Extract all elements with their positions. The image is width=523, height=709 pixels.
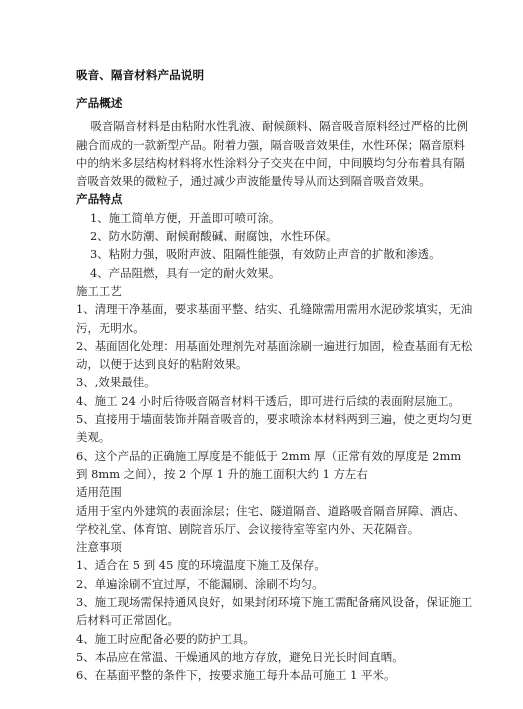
list-item: 1、清理干净基面，要求基面平整、结实、孔缝隙需用需用水泥砂浆填实，无油污，无明水。 [76,302,473,335]
section-heading-process: 施工工艺 [76,283,122,298]
list-item: 5、直接用于墙面装饰并隔音吸音的，要求喷涂本材料两到三遍，使之更均匀更美观。 [76,412,473,445]
list-item: 1、适合在 5 到 45 度的环境温度下施工及保存。 [76,558,326,573]
section-heading-notes: 注意事项 [76,540,122,555]
list-item: 3、粘附力强，吸附声波、阻隔性能强，有效防止声音的扩散和渗透。 [90,247,441,262]
section-heading-overview: 产品概述 [76,96,123,110]
list-item: 6、这个产品的正确施工厚度是不能低于 2mm 厚（正常有效的厚度是 2mm 到 8mm 之间），按 2 个厚 1 升的施工面积大约 1 方左右 [76,448,462,481]
list-item: 3、,效果最佳。 [76,375,156,390]
process-list [76,300,476,483]
list-item: 4、施工时应配备必要的防护工具。 [76,631,255,646]
list-item: 4、施工 24 小时后待吸音隔音材料干透后，即可进行后续的表面附层施工。 [76,393,460,408]
list-item: 4、产品阻燃，具有一定的耐火效果。 [90,265,281,280]
list-item: 2、单遍涂刷不宜过厚，不能漏刷、涂刷不均匀。 [76,576,324,591]
section-heading-features: 产品特点 [76,192,123,207]
list-item: 3、施工现场需保持通风良好，如果封闭环境下施工需配备痛风设备，保证施工后材料可正常固化。 [76,595,473,628]
section-heading-scope: 适用范围 [76,485,122,500]
overview-paragraph: 吸音隔音材料是由粘附水性乳液、耐候颜料、隔音吸音原料经过严格的比例融合而成的一款新型产品。附着力强，隔音吸音效果佳，水性环保；隔音原料中的纳米多层结构材料将水性涂料分子交夹在中间，中间膜均匀分布着具有隔音吸音效果的微粒子，通过减少声波能量传导从而达到隔音吸音效果。 [76,119,469,189]
spacer [76,85,476,94]
notes-list [76,556,476,684]
list-item: 1、施工简单方便，开盖即可喷可涂。 [90,210,281,225]
document-title: 吸音、隔音材料产品说明 [76,68,205,82]
document-body [76,66,476,685]
list-item: 2、基面固化处理：用基面处理剂先对基面涂刷一遍进行加固，检查基面有无松动，以便于达到良好的粘附效果。 [76,338,473,372]
list-item: 2、防水防潮、耐候耐酸碱、耐腐蚀，水性环保。 [90,229,338,244]
scope-paragraph: 适用于室内外建筑的表面涂层；住宅、隧道隔音、道路吸音隔音屏障、酒店、学校礼堂、体育馆、剧院音乐厅、会议接待室等室内外、天花隔音。 [76,503,465,536]
list-item: 6、在基面平整的条件下，按要求施工每升本品可施工 1 平米。 [76,668,396,683]
list-item: 5、本品应在常温、干燥通风的地方存放，避免日光长时间直晒。 [76,649,404,664]
features-list [76,209,476,282]
